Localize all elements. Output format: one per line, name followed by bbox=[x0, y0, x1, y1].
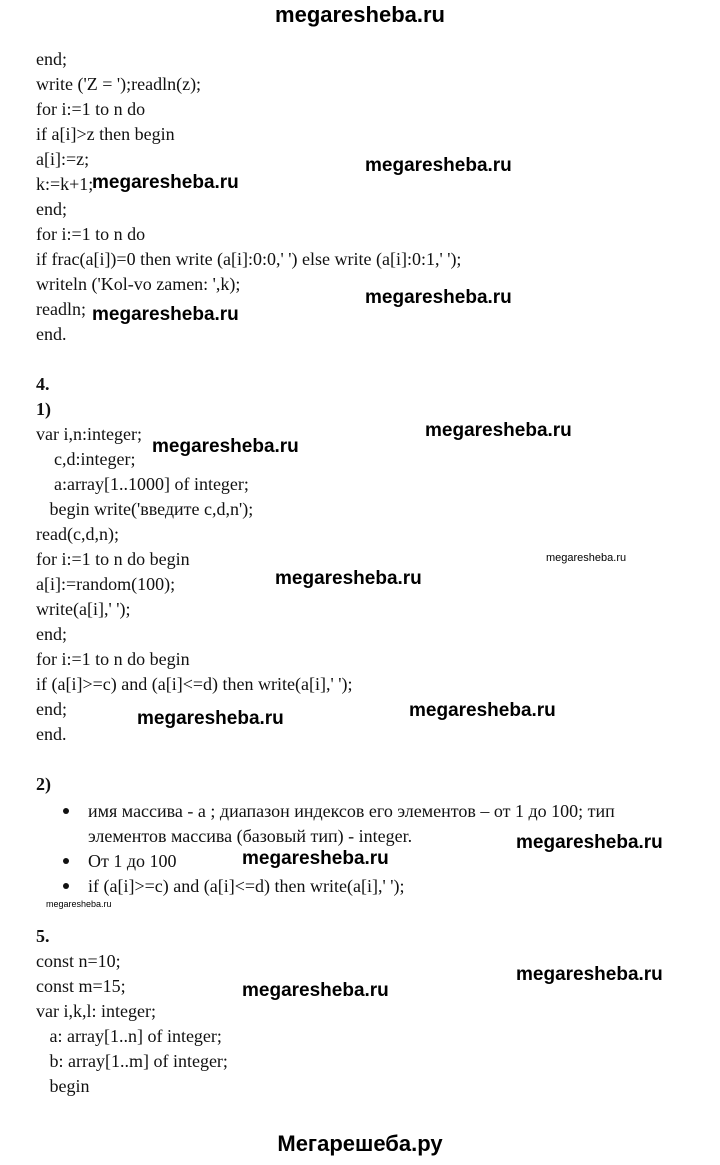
code-line: end. bbox=[36, 324, 67, 344]
watermark: megaresheba.ru bbox=[92, 304, 239, 325]
list-item: От 1 до 100 bbox=[88, 851, 177, 871]
code-line: end; bbox=[36, 624, 67, 644]
watermark: megaresheba.ru bbox=[242, 848, 389, 869]
code-line: end; bbox=[36, 199, 67, 219]
watermark: megaresheba.ru bbox=[46, 899, 112, 909]
code-line: a[i]:=z; bbox=[36, 149, 90, 169]
bullet-dot-icon bbox=[63, 858, 69, 864]
watermark: megaresheba.ru bbox=[152, 436, 299, 457]
watermark: megaresheba.ru bbox=[516, 964, 663, 985]
code-line: c,d:integer; bbox=[36, 449, 136, 469]
code-line: for i:=1 to n do bbox=[36, 224, 146, 244]
list-item: if (a[i]>=c) and (a[i]<=d) then write(a[i],' '); bbox=[88, 876, 405, 896]
watermark: megaresheba.ru bbox=[516, 832, 663, 853]
list-item-continuation: элементов массива (базовый тип) - integer. bbox=[88, 826, 413, 846]
watermark: megaresheba.ru bbox=[409, 700, 556, 721]
bullet-dot-icon bbox=[63, 883, 69, 889]
section-4-number: 4. bbox=[36, 374, 50, 394]
code-line: k:=k+1; bbox=[36, 174, 94, 194]
site-header: megaresheba.ru bbox=[275, 2, 445, 27]
code-line: end; bbox=[36, 49, 67, 69]
watermark: megaresheba.ru bbox=[365, 155, 512, 176]
code-line: a:array[1..1000] of integer; bbox=[36, 474, 249, 494]
code-line: var i,n:integer; bbox=[36, 424, 142, 444]
watermark: megaresheba.ru bbox=[242, 980, 389, 1001]
section-4-sub2: 2) bbox=[36, 774, 51, 794]
code-line: for i:=1 to n do begin bbox=[36, 649, 190, 669]
code-line: end. bbox=[36, 724, 67, 744]
code-line: if a[i]>z then begin bbox=[36, 124, 175, 144]
watermark: megaresheba.ru bbox=[275, 568, 422, 589]
code-line: const n=10; bbox=[36, 951, 121, 971]
watermark: megaresheba.ru bbox=[546, 552, 627, 564]
watermark: megaresheba.ru bbox=[425, 420, 572, 441]
watermark: megaresheba.ru bbox=[92, 172, 239, 193]
code-line: readln; bbox=[36, 299, 86, 319]
code-line: if frac(a[i])=0 then write (a[i]:0:0,' ') else write (a[i]:0:1,' '); bbox=[36, 249, 462, 269]
section-4-sub1: 1) bbox=[36, 399, 51, 419]
code-line: begin bbox=[36, 1076, 90, 1096]
code-line: read(c,d,n); bbox=[36, 524, 119, 544]
code-line: b: array[1..m] of integer; bbox=[36, 1051, 228, 1071]
code-line: end; bbox=[36, 699, 67, 719]
code-line: const m=15; bbox=[36, 976, 126, 996]
code-line: if (a[i]>=c) and (a[i]<=d) then write(a[i],' '); bbox=[36, 674, 353, 694]
code-line: begin write('введите c,d,n'); bbox=[36, 499, 254, 519]
code-line: a: array[1..n] of integer; bbox=[36, 1026, 222, 1046]
section-5-number: 5. bbox=[36, 926, 50, 946]
site-footer: Мегарешеба.ру bbox=[277, 1131, 443, 1156]
watermark: megaresheba.ru bbox=[365, 287, 512, 308]
code-line: for i:=1 to n do bbox=[36, 99, 146, 119]
bullet-dot-icon bbox=[63, 808, 69, 814]
code-line: write(a[i],' '); bbox=[36, 599, 131, 619]
code-line: var i,k,l: integer; bbox=[36, 1001, 156, 1021]
code-line: writeln ('Kol-vo zamen: ',k); bbox=[36, 274, 241, 294]
code-line: for i:=1 to n do begin bbox=[36, 549, 190, 569]
list-item: имя массива - a ; диапазон индексов его элементов – от 1 до 100; тип bbox=[88, 801, 615, 821]
code-line: write ('Z = ');readln(z); bbox=[36, 74, 202, 94]
watermark: megaresheba.ru bbox=[137, 708, 284, 729]
code-line: a[i]:=random(100); bbox=[36, 574, 176, 594]
